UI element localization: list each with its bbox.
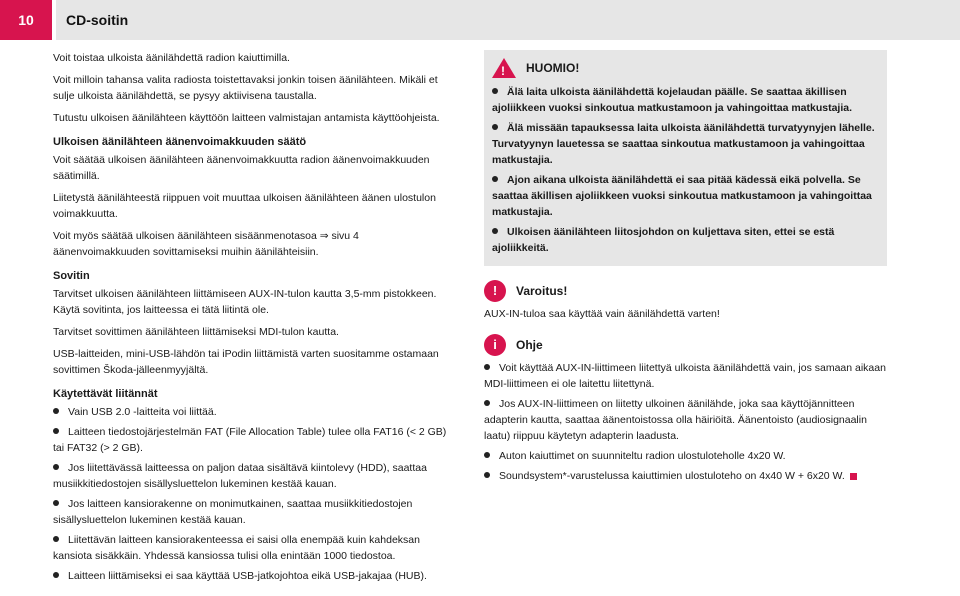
bullet-icon xyxy=(53,408,59,414)
bullet-icon xyxy=(484,472,490,478)
bullet-icon xyxy=(53,500,59,506)
volume-paragraph: Liitetystä äänilähteestä riippuen voit muuttaa ulkoisen äänilähteen äänen ulostulon voimakkuutta. xyxy=(53,192,436,220)
bullet-icon xyxy=(53,428,59,434)
note-title: Ohje xyxy=(516,338,543,352)
intro-paragraph: Voit toistaa ulkoista äänilähdettä radion kaiuttimilla. xyxy=(53,52,290,64)
bullet-icon xyxy=(492,176,498,182)
warning-item xyxy=(492,120,879,168)
list-item-text: Jos laitteen kansiorakenne on monimutkainen, saattaa musiikkitiedostojen sisällysluettelon lukeminen kestää kauan. xyxy=(53,498,413,526)
warning-title: HUOMIO! xyxy=(526,61,580,75)
caution-text: AUX-IN-tuloa saa käyttää vain äänilähdettä varten! xyxy=(484,308,720,320)
warning-item xyxy=(492,172,879,220)
page-header xyxy=(0,0,960,40)
note-item xyxy=(484,468,887,484)
bullet-icon xyxy=(53,464,59,470)
note-item xyxy=(484,360,887,392)
intro-paragraph: Voit milloin tahansa valita radiosta toistettavaksi jonkin toisen äänilähteen. Mikäli et sulje ulkoista äänilähdettä, se pysyy aktiivisena taustalla. xyxy=(53,74,438,102)
bullet-icon xyxy=(53,536,59,542)
header-bar xyxy=(56,0,960,40)
list-item-text: Laitteen liittämiseksi ei saa käyttää USB-jatkojohtoa eikä USB-jakajaa (HUB). xyxy=(68,570,427,582)
page-title: CD-soitin xyxy=(66,12,129,28)
note-item-text: Auton kaiuttimet on suunniteltu radion ulostuloteholle 4x20 W. xyxy=(499,450,786,462)
adapter-paragraph: Tarvitset ulkoisen äänilähteen liittämiseen AUX-IN-tulon kautta 3,5-mm pistokkeen. Käytä sovitinta, jos laitteessa ei tätä liitintä ole. xyxy=(53,288,437,316)
bullet-icon xyxy=(484,364,490,370)
section-end-marker xyxy=(850,473,857,480)
page-number: 10 xyxy=(0,0,52,40)
warning-item-text: Ulkoisen äänilähteen liitosjohdon on kuljettava siten, ettei se estä ajoliikkeitä. xyxy=(492,226,835,254)
adapter-heading: Sovitin xyxy=(53,270,90,282)
bullet-icon xyxy=(484,400,490,406)
caution-icon: ! xyxy=(484,280,506,302)
volume-paragraph: Voit säätää ulkoisen äänilähteen äänenvoimakkuutta radion äänenvoimakkuuden säätimillä. xyxy=(53,154,430,182)
list-item-text: Liitettävän laitteen kansiorakenteessa ei saisi olla enempää kuin kahdeksan kansiota sisäkkäin. Yhdessä kansiossa tulisi olla enintään 1000 tiedostoa. xyxy=(53,534,420,562)
left-column xyxy=(53,50,453,588)
list-item-text: Jos liitettävässä laitteessa on paljon dataa sisältävä kiintolevy (HDD), saattaa musiikkitiedostojen sisällysluettelon lukeminen kestää kauan. xyxy=(53,462,427,490)
warning-item-text: Älä laita ulkoista äänilähdettä kojelaudan päälle. Se saattaa äkillisen ajoliikkeen vuoksi sinkoutua matkustamoon ja vahingoittaa matkustajia. xyxy=(492,86,853,114)
list-item xyxy=(53,532,453,564)
note-header xyxy=(484,334,887,356)
caution-title: Varoitus! xyxy=(516,284,568,298)
volume-paragraph: Voit myös säätää ulkoisen äänilähteen sisäänmenotasoa ⇒ sivu 4 äänenvoimakkuuden sovittamiseksi muihin äänilähteisiin. xyxy=(53,230,359,258)
bullet-icon xyxy=(53,572,59,578)
warning-item-text: Älä missään tapauksessa laita ulkoista äänilähdettä turvatyynyjen lähelle. Turvatyynyn lauetessa se saattaa sinkoutua matkustamoon ja vahingoittaa matkustajia. xyxy=(492,122,875,166)
media-heading: Käytettävät liitännät xyxy=(53,388,158,400)
volume-heading: Ulkoisen äänilähteen äänenvoimakkuuden säätö xyxy=(53,136,307,148)
list-item xyxy=(53,496,453,528)
list-item xyxy=(53,404,453,420)
adapter-paragraph: Tarvitset sovittimen äänilähteen liittämiseksi MDI-tulon kautta. xyxy=(53,326,339,338)
list-item xyxy=(53,460,453,492)
bullet-icon xyxy=(492,124,498,130)
note-item xyxy=(484,396,887,444)
intro-paragraph: Tutustu ulkoisen äänilähteen käyttöön laitteen valmistajan antamista käyttöohjeista. xyxy=(53,112,440,124)
warning-triangle-icon: ! xyxy=(492,58,516,78)
bullet-icon xyxy=(492,228,498,234)
list-item xyxy=(53,568,453,584)
bullet-icon xyxy=(492,88,498,94)
warning-item xyxy=(492,224,879,256)
info-icon: i xyxy=(484,334,506,356)
note-item xyxy=(484,448,887,464)
note-item-text: Jos AUX-IN-liittimeen on liitetty ulkoinen äänilähde, joka saa käyttöjännitteen adapterin kautta, saattaa äänentoistossa olla häiriöitä. Äänentoisto (audiosignaalin laatu) riippuu käytetyn adapterin laadusta. xyxy=(484,398,867,442)
note-item-text: Voit käyttää AUX-IN-liittimeen liitettyä ulkoista äänilähdettä vain, jos samaan aikaan MDI-liittimeen ei ole laitettu liitettynä. xyxy=(484,362,886,390)
warning-header xyxy=(492,58,879,78)
list-item-text: Vain USB 2.0 -laitteita voi liittää. xyxy=(68,406,217,418)
note-item-text: Soundsystem*-varustelussa kaiuttimien ulostuloteho on 4x40 W + 6x20 W. xyxy=(499,470,845,482)
adapter-paragraph: USB-laitteiden, mini-USB-lähdön tai iPodin liittämistä varten suositamme ostamaan sovittimen Škoda-jälleenmyyjältä. xyxy=(53,348,439,376)
right-column xyxy=(484,50,887,488)
list-item xyxy=(53,424,453,456)
warning-item xyxy=(492,84,879,116)
list-item-text: Laitteen tiedostojärjestelmän FAT (File Allocation Table) tulee olla FAT16 (< 2 GB) tai FAT32 (> 2 GB). xyxy=(53,426,447,454)
caution-header xyxy=(484,280,887,302)
warning-item-text: Ajon aikana ulkoista äänilähdettä ei saa pitää kädessä eikä polvella. Se saattaa äkillisen ajoliikkeen vuoksi sinkoutua matkustamoon ja vahingoittaa matkustajia. xyxy=(492,174,872,218)
bullet-icon xyxy=(484,452,490,458)
warning-box xyxy=(484,50,887,266)
